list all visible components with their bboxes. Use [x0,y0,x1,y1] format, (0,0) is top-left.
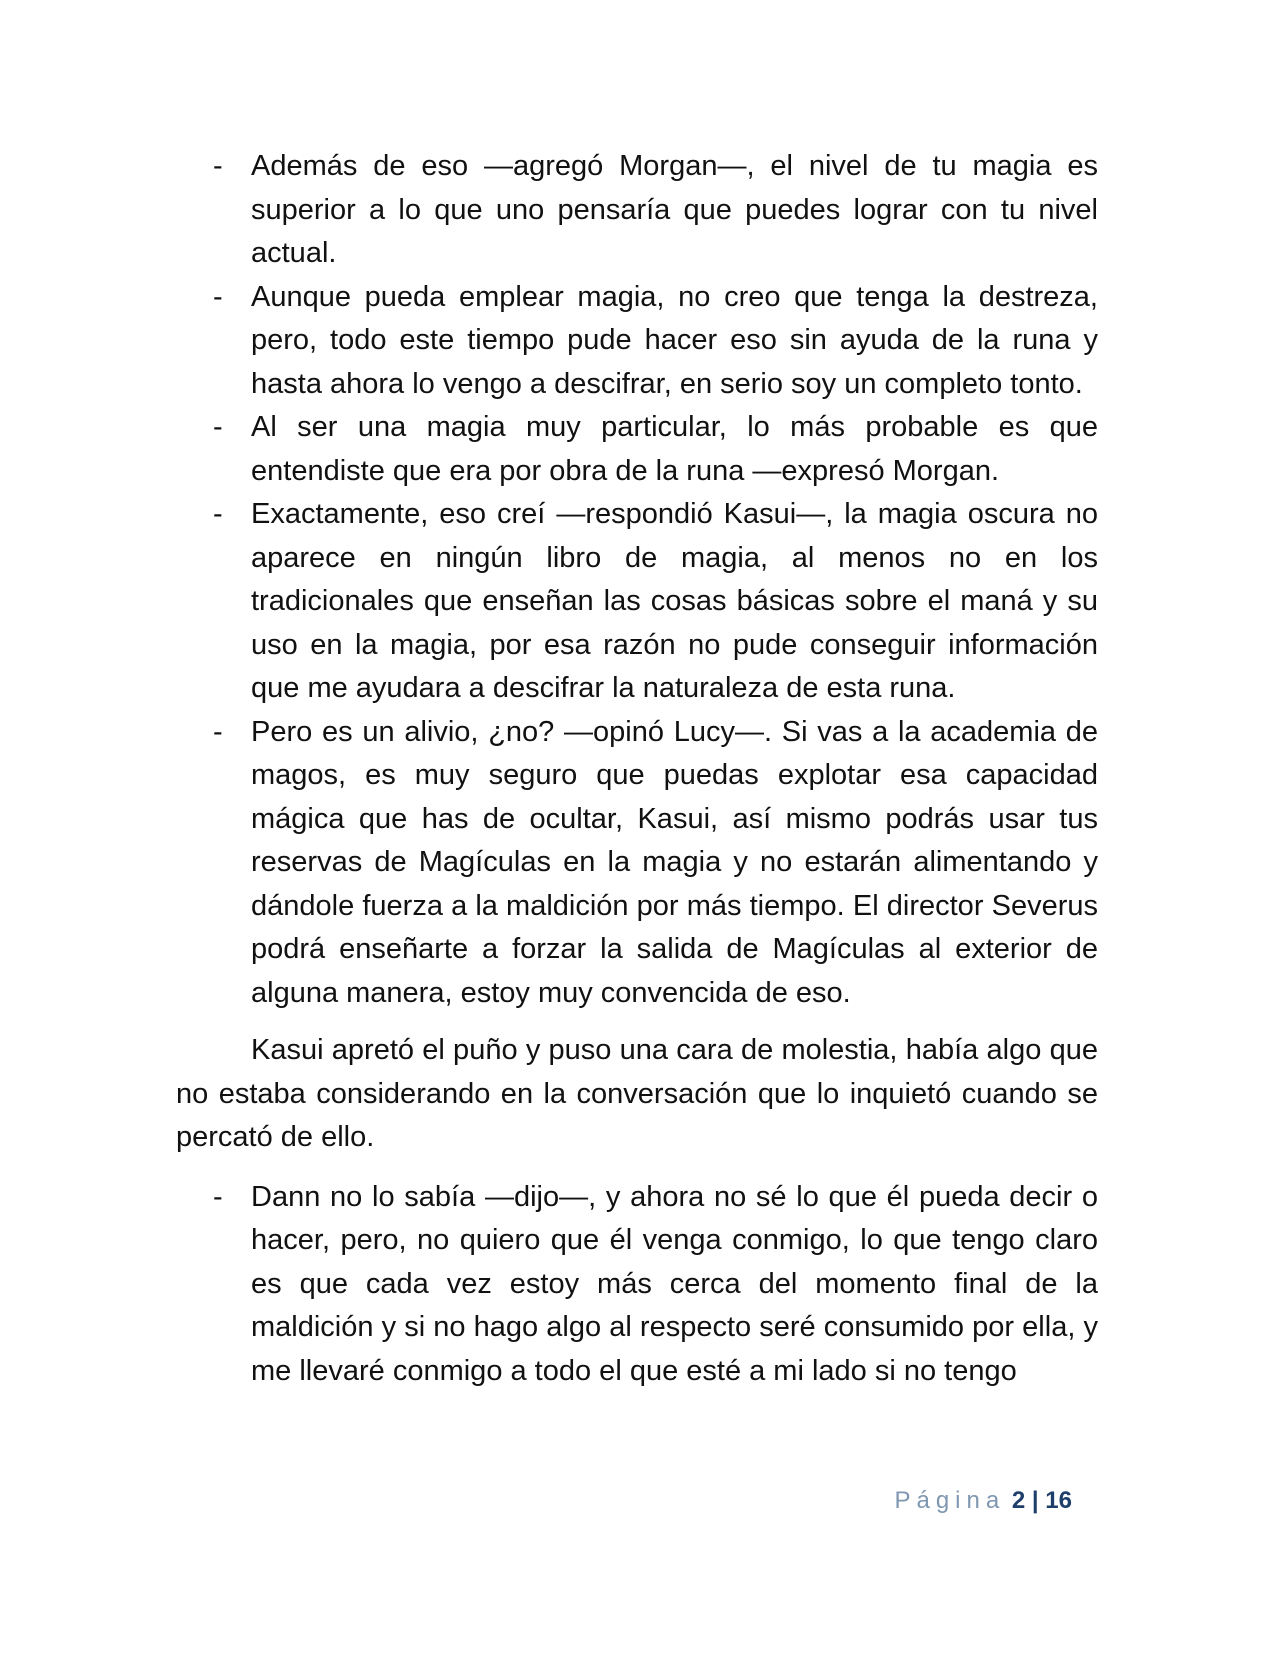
dialogue-dash: - [213,150,223,182]
narrative-paragraph: Kasui apretó el puño y puso una cara de molestia, había algo que no estaba considerando en la conversación que lo inquietó cuando se percató de ello. [176,1034,1098,1153]
dialogue-dash: - [213,411,223,443]
dialogue-line [176,145,1098,276]
dialogue-list-1 [176,145,1098,1015]
dialogue-line [176,276,1098,407]
dialogue-line [176,406,1098,493]
page-content [176,145,1098,1393]
dialogue-list-2 [176,1176,1098,1394]
page-separator: | [1031,1487,1039,1514]
page-label: Página [894,1487,1006,1514]
page-number: 2 [1011,1487,1026,1514]
page-footer [894,1487,1072,1515]
dialogue-text: Exactamente, eso creí —respondió Kasui—, la magia oscura no aparece en ningún libro de magia, al menos no en los tradicionales que enseñan las cosas básicas sobre el maná y su uso en la magia, por esa razón no pude conseguir información que me ayudara a descifrar la naturaleza de esta runa. [251,498,1098,704]
page-total: 16 [1045,1487,1072,1514]
dialogue-text: Dann no lo sabía —dijo—, y ahora no sé lo que él pueda decir o hacer, pero, no quiero que él venga conmigo, lo que tengo claro es que cada vez estoy más cerca del momento final de la maldición y si no hago algo al respecto seré consumido por ella, y me llevaré conmigo a todo el que esté a mi lado si no tengo [251,1180,1098,1387]
dialogue-line [176,1176,1098,1394]
dialogue-text: Pero es un alivio, ¿no? —opinó Lucy—. Si vas a la academia de magos, es muy seguro que puedas explotar esa capacidad mágica que has de ocultar, Kasui, así mismo podrás usar tus reservas de Magículas en la magia y no estarán alimentando y dándole fuerza a la maldición por más tiempo. El director Severus podrá enseñarte a forzar la salida de Magículas al exterior de alguna manera, estoy muy convencida de eso. [251,715,1098,1009]
dialogue-line [176,493,1098,711]
dialogue-dash: - [213,280,223,313]
dialogue-text: Además de eso —agregó Morgan—, el nivel de tu magia es superior a lo que uno pensaría que puedes lograr con tu nivel actual. [251,150,1098,269]
dialogue-dash: - [213,1180,223,1213]
dialogue-dash: - [213,498,223,530]
dialogue-text: Aunque pueda emplear magia, no creo que tenga la destreza, pero, todo este tiempo pude hacer eso sin ayuda de la runa y hasta ahora lo vengo a descifrar, en serio soy un completo tonto. [251,280,1098,400]
dialogue-text: Al ser una magia muy particular, lo más probable es que entendiste que era por obra de la runa —expresó Morgan. [251,411,1098,487]
dialogue-line [176,711,1098,1016]
dialogue-dash: - [213,715,223,748]
